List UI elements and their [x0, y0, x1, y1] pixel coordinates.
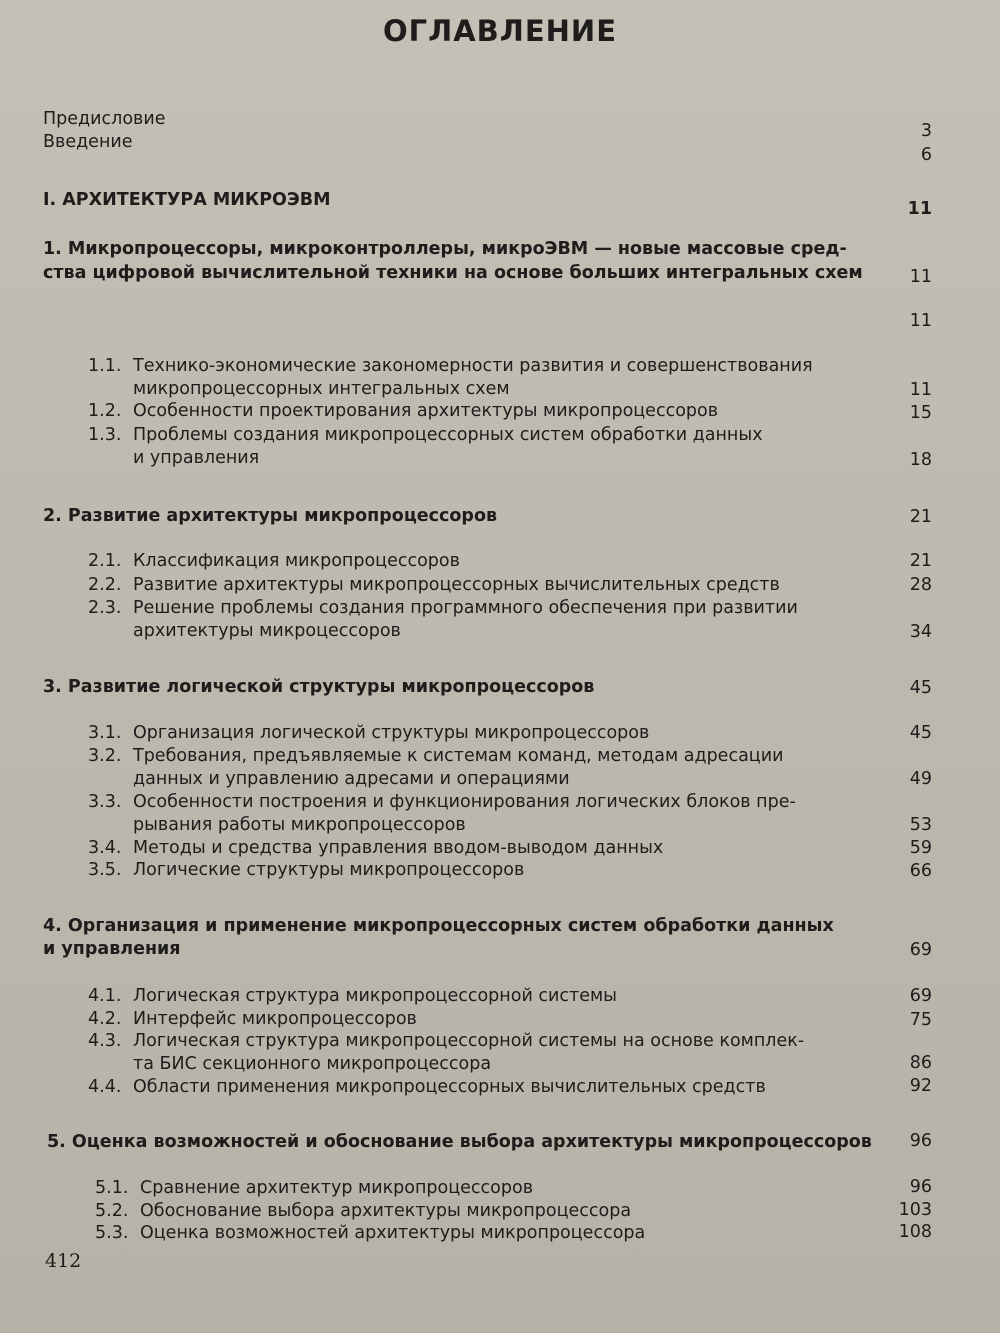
section-title: Области применения микропроцессорных вычислительных средств	[133, 1077, 766, 1097]
section-title-cont: и управления	[133, 448, 260, 468]
section-page: 34	[909, 622, 932, 642]
toc-chapter-2: 2. Развитие архитектуры микропроцессоров	[43, 506, 498, 526]
page-title: ОГЛАВЛЕНИЕ	[382, 14, 617, 48]
section-page: 66	[909, 861, 932, 881]
section-title-cont: рывания работы микропроцессоров	[133, 815, 466, 835]
toc-chapter-1-line1: 1. Микропроцессоры, микроконтроллеры, микроЭВМ — новые массовые сред-	[43, 239, 847, 259]
section-page: 86	[909, 1053, 932, 1073]
chapter-page: 96	[909, 1131, 932, 1151]
toc-chapter-4-line2: и управления	[43, 939, 181, 959]
section-title: Методы и средства управления вводом-выводом данных	[133, 838, 664, 858]
section-title: Логическая структура микропроцессорной системы на основе комплек-	[133, 1031, 805, 1051]
section-page: 15	[909, 403, 932, 423]
section-page: 11	[909, 380, 932, 400]
section-page: 45	[909, 723, 932, 743]
section-title-cont: архитектуры микроцессоров	[133, 621, 401, 641]
section-number: 3.3.	[88, 792, 122, 812]
section-number: 5.1.	[95, 1178, 129, 1198]
toc-chapter-4-line1: 4. Организация и применение микропроцессорных систем обработки данных	[43, 916, 834, 936]
section-page: 28	[909, 575, 932, 595]
section-number: 5.3.	[95, 1223, 129, 1243]
section-title: Проблемы создания микропроцессорных систем обработки данных	[133, 425, 763, 445]
section-title-cont: данных и управлению адресами и операциями	[133, 769, 570, 789]
section-title: Сравнение архитектур микропроцессоров	[140, 1178, 534, 1198]
section-page: 108	[898, 1222, 932, 1242]
section-number: 4.1.	[88, 986, 122, 1006]
section-title: Обоснование выбора архитектуры микропроцессора	[140, 1201, 632, 1221]
section-number: 3.4.	[88, 838, 122, 858]
entry-label: Предисловие	[43, 109, 166, 129]
section-page: 92	[909, 1076, 932, 1096]
chapter-page-extra: 11	[909, 311, 932, 331]
section-title: Развитие архитектуры микропроцессорных вычислительных средств	[133, 575, 780, 595]
section-title: Классификация микропроцессоров	[133, 551, 460, 571]
chapter-page: 69	[909, 940, 932, 960]
chapter-page: 45	[909, 678, 932, 698]
section-number: 4.3.	[88, 1031, 122, 1051]
section-title-cont: та БИС секционного микропроцессора	[133, 1054, 492, 1074]
toc-chapter-5: 5. Оценка возможностей и обоснование выбора архитектуры микропроцессоров	[47, 1132, 872, 1152]
section-title: Особенности проектирования архитектуры микропроцессоров	[133, 401, 719, 421]
section-number: 2.3.	[88, 598, 122, 618]
toc-part-1: I. АРХИТЕКТУРА МИКРОЭВМ	[43, 190, 331, 210]
section-page: 75	[909, 1010, 932, 1030]
toc-entry-introduction	[43, 131, 133, 154]
section-page: 49	[909, 769, 932, 789]
section-page: 21	[909, 551, 932, 571]
section-title: Интерфейс микропроцессоров	[133, 1009, 417, 1029]
section-number: 2.1.	[88, 551, 122, 571]
section-title: Технико-экономические закономерности развития и совершенствования	[133, 356, 813, 376]
entry-page: 6	[920, 145, 932, 165]
entry-page: 3	[920, 121, 932, 141]
section-number: 3.2.	[88, 746, 122, 766]
toc-chapter-3: 3. Развитие логической структуры микропроцессоров	[43, 677, 595, 697]
section-number: 4.2.	[88, 1009, 122, 1029]
part-page: 11	[907, 199, 932, 219]
section-number: 3.1.	[88, 723, 122, 743]
section-title: Логическая структура микропроцессорной системы	[133, 986, 617, 1006]
section-number: 1.3.	[88, 425, 122, 445]
section-page: 69	[909, 986, 932, 1006]
section-title: Требования, предъявляемые к системам команд, методам адресации	[133, 746, 784, 766]
section-page: 96	[909, 1177, 932, 1197]
toc-chapter-1-line2: ства цифровой вычислительной техники на основе больших интегральных схем	[43, 263, 863, 283]
entry-label: Введение	[43, 132, 133, 152]
section-title: Решение проблемы создания программного обеспечения при развитии	[133, 598, 798, 618]
chapter-page: 11	[909, 267, 932, 287]
section-page: 53	[909, 815, 932, 835]
section-page: 18	[909, 450, 932, 470]
section-title-cont: микропроцессорных интегральных схем	[133, 379, 510, 399]
section-number: 4.4.	[88, 1077, 122, 1097]
section-page: 59	[909, 838, 932, 858]
section-title: Особенности построения и функционирования логических блоков пре-	[133, 792, 796, 812]
chapter-page: 21	[909, 507, 932, 527]
section-title: Организация логической структуры микропроцессоров	[133, 723, 650, 743]
section-number: 5.2.	[95, 1201, 129, 1221]
section-number: 1.2.	[88, 401, 122, 421]
section-number: 2.2.	[88, 575, 122, 595]
toc-entry-preface	[43, 108, 165, 131]
section-number: 1.1.	[88, 356, 122, 376]
section-number: 3.5.	[88, 860, 122, 880]
section-title: Логические структуры микропроцессоров	[133, 860, 525, 880]
page-number: 412	[45, 1250, 82, 1272]
section-page: 103	[898, 1200, 932, 1220]
section-title: Оценка возможностей архитектуры микропроцессора	[140, 1223, 646, 1243]
